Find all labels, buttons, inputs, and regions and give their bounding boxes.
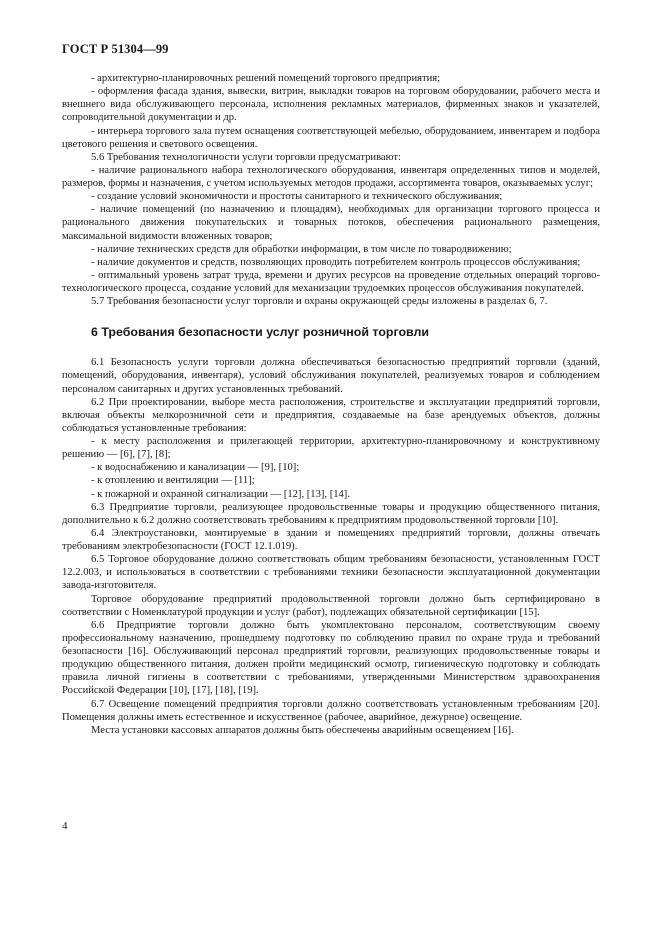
paragraph: 6.4 Электроустановки, монтируемые в здании и помещениях предприятий торговли, должны отвечать требованиям электробезопасности (ГОСТ 12.1.019). (62, 527, 600, 552)
paragraph: Места установки кассовых аппаратов должны быть обеспечены аварийным освещением [16]. (91, 724, 514, 736)
document-code: ГОСТ Р 51304—99 (62, 42, 169, 56)
paragraph: - оформления фасада здания, вывески, витрин, выкладки товаров на торговом оборудовании, рабочего места и внешнего вида обслуживающего персонала, исполнения рекламных материалов, фирменных знаков и указателей, сопроводительной документации и др. (62, 86, 600, 124)
paragraph: - наличие документов и средств, позволяющих проводить потребителем контроль процессов обслуживания; (91, 256, 581, 268)
paragraph: - архитектурно-планировочных решений помещений торгового предприятия; (91, 73, 441, 84)
paragraph: - наличие технических средств для обработки информации, в том числе по товародвижению; (91, 243, 512, 255)
paragraph: - к пожарной и охранной сигнализации — [12], [13], [14]. (91, 488, 350, 500)
paragraph: 6.2 При проектировании, выборе места расположения, строительстве и эксплуатации предприятий торговли, включая объекты мелкорозничной сети и предприятия, создаваемые на базе арендуемых объектов, должны соблюдаться установленные требования: (62, 396, 600, 434)
paragraph: - интерьера торгового зала путем оснащения соответствующей мебелью, оборудованием, инвентарем и подбора цветового решения и светового освещения. (62, 125, 600, 150)
paragraph: 6.7 Освещение помещений предприятия торговли должно соответствовать установленным требованиям [20]. Помещения должны иметь естественное и искусственное (рабочее, аварийное, дежурное) освещение. (62, 698, 600, 723)
paragraph: - к отоплению и вентиляции — [11]; (91, 475, 255, 487)
paragraph: - оптимальный уровень затрат труда, времени и других ресурсов на проведение отдельных операций торгово-технологического процесса, создание условий для механизации трудоемких процессов обслуживания покупателей. (62, 269, 600, 294)
paragraph: 6.5 Торговое оборудование должно соответствовать общим требованиям безопасности, установленным ГОСТ 12.2.003, и использоваться в соответствии с требованиями техники безопасности эксплуатационной документации завода-изготовителя. (62, 554, 600, 592)
page-number: 4 (62, 820, 68, 832)
paragraph: 6.1 Безопасность услуги торговли должна обеспечиваться безопасностью предприятий торговли (зданий, помещений, оборудования, инвентаря), условий обслуживания покупателей, реализуемых товаров и соблюдением персоналом санитарных и других установленных требований. (62, 357, 600, 395)
paragraph: - к месту расположения и прилегающей территории, архитектурно-планировочному и конструктивному решению — [6], [7], [8]; (62, 436, 600, 461)
paragraph: 5.6 Требования технологичности услуги торговли предусматривают: (91, 151, 401, 163)
document-body (62, 72, 600, 737)
paragraph: - наличие помещений (по назначению и площадям), необходимых для организации торгового процесса и рационального движения покупательских и товарных потоков, обеспечения рационального размещения, максимальной видимости вложенных товаров; (62, 204, 600, 242)
section-heading: 6 Требования безопасности услуг розничной торговли (91, 325, 429, 340)
paragraph: 5.7 Требования безопасности услуг торговли и охраны окружающей среды изложены в разделах 6, 7. (91, 296, 548, 308)
paragraph: - наличие рационального набора технологического оборудования, инвентаря определенных типов и моделей, размеров, формы и назначения, с учетом используемых методов продажи, ассортимента товаров, оказываемых услуг; (62, 164, 600, 189)
paragraph: 6.3 Предприятие торговли, реализующее продовольственные товары и продукцию общественного питания, дополнительно к 6.2 должно соответствовать требованиям к предприятиям продовольственной торговли [10]. (62, 501, 600, 526)
paragraph: - создание условий экономичности и простоты санитарного и технического обслуживания; (91, 191, 503, 203)
paragraph: - к водоснабжению и канализации — [9], [10]; (91, 462, 300, 474)
paragraph: Торговое оборудование предприятий продовольственной торговли должно быть сертифицировано в соответствии с Номенклатурой продукции и услуг (работ), подлежащих обязательной сертификации [15]. (62, 593, 600, 618)
paragraph: 6.6 Предприятие торговли должно быть укомплектовано персоналом, соответствующим своему профессиональному назначению, прошедшему подготовку по соблюдению правил по охране труда и требований безопасности [16]. Обслуживающий персонал предприятий торговли, реализующих продовольственные товары и продукцию общественного питания, должен пройти медицинский осмотр, гигиеническую подготовку и соблюдать правила личной гигиены в соответствии с требованиями, утвержденными Министерством здравоохранения Российской Федерации [10], [17], [18], [19]. (62, 619, 600, 697)
